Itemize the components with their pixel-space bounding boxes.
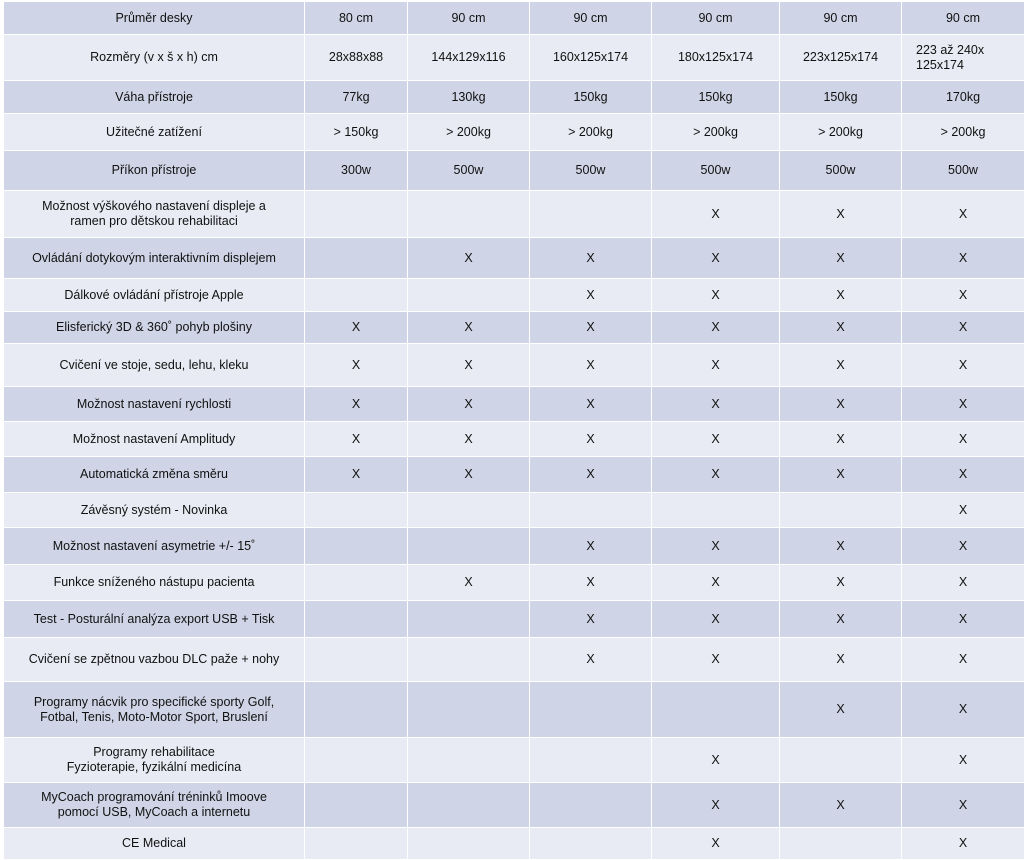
row-label: Programy rehabilitace Fyzioterapie, fyzikální medicína xyxy=(4,738,305,783)
table-cell: 130kg xyxy=(408,81,530,114)
table-cell xyxy=(305,783,408,828)
table-cell xyxy=(408,528,530,565)
table-cell xyxy=(780,493,902,528)
table-cell: > 200kg xyxy=(902,114,1024,151)
table-row xyxy=(4,493,1024,528)
table-row xyxy=(4,638,1024,682)
table-cell xyxy=(408,783,530,828)
row-label: Dálkové ovládání přístroje Apple xyxy=(4,279,305,312)
table-cell xyxy=(305,279,408,312)
table-cell: X xyxy=(652,601,780,638)
row-label: Automatická změna směru xyxy=(4,457,305,493)
table-cell: X xyxy=(652,191,780,238)
table-cell: X xyxy=(305,312,408,344)
table-cell: 90 cm xyxy=(408,2,530,35)
table-row xyxy=(4,457,1024,493)
table-cell: X xyxy=(652,238,780,279)
table-cell: 223 až 240x 125x174 xyxy=(902,35,1024,81)
table-cell: 500w xyxy=(902,151,1024,191)
table-cell: X xyxy=(902,638,1024,682)
table-cell xyxy=(408,738,530,783)
table-cell xyxy=(780,738,902,783)
table-cell: X xyxy=(305,422,408,457)
table-cell: X xyxy=(902,457,1024,493)
table-cell xyxy=(530,738,652,783)
table-row xyxy=(4,312,1024,344)
table-cell: 500w xyxy=(780,151,902,191)
table-cell: 223x125x174 xyxy=(780,35,902,81)
table-cell: X xyxy=(780,638,902,682)
table-cell: X xyxy=(652,387,780,422)
table-cell: X xyxy=(902,344,1024,387)
row-label: Test - Posturální analýza export USB + Tisk xyxy=(4,601,305,638)
row-label: Možnost nastavení Amplitudy xyxy=(4,422,305,457)
table-cell: X xyxy=(530,638,652,682)
table-cell: X xyxy=(780,387,902,422)
row-label: Možnost nastavení rychlosti xyxy=(4,387,305,422)
row-label: Možnost výškového nastavení displeje a ramen pro dětskou rehabilitaci xyxy=(4,191,305,238)
table-cell: X xyxy=(902,422,1024,457)
table-cell: X xyxy=(305,344,408,387)
table-cell: > 200kg xyxy=(652,114,780,151)
table-cell: 144x129x116 xyxy=(408,35,530,81)
table-cell xyxy=(305,191,408,238)
table-cell xyxy=(530,493,652,528)
table-cell: X xyxy=(902,312,1024,344)
table-cell: X xyxy=(780,457,902,493)
table-cell xyxy=(305,682,408,738)
table-cell: X xyxy=(652,638,780,682)
table-cell xyxy=(408,279,530,312)
row-label: MyCoach programování tréninků Imoove pomocí USB, MyCoach a internetu xyxy=(4,783,305,828)
row-label: Průměr desky xyxy=(4,2,305,35)
table-cell xyxy=(408,828,530,860)
table-row xyxy=(4,81,1024,114)
table-cell: X xyxy=(530,457,652,493)
table-cell: X xyxy=(530,601,652,638)
row-label: Váha přístroje xyxy=(4,81,305,114)
table-cell: X xyxy=(652,738,780,783)
table-cell: 160x125x174 xyxy=(530,35,652,81)
table-row xyxy=(4,601,1024,638)
table-cell: X xyxy=(902,783,1024,828)
table-row xyxy=(4,387,1024,422)
table-cell: X xyxy=(902,601,1024,638)
table-cell: X xyxy=(408,422,530,457)
table-cell xyxy=(530,191,652,238)
table-cell xyxy=(408,682,530,738)
table-cell xyxy=(530,783,652,828)
table-cell: X xyxy=(530,344,652,387)
table-cell: X xyxy=(902,528,1024,565)
table-cell: X xyxy=(652,457,780,493)
table-row xyxy=(4,151,1024,191)
table-cell: X xyxy=(652,422,780,457)
table-cell: 150kg xyxy=(652,81,780,114)
table-cell: 77kg xyxy=(305,81,408,114)
table-cell: X xyxy=(652,528,780,565)
table-cell: 170kg xyxy=(902,81,1024,114)
table-cell: X xyxy=(408,312,530,344)
table-cell: X xyxy=(780,682,902,738)
table-cell xyxy=(305,238,408,279)
table-cell xyxy=(408,638,530,682)
table-cell: X xyxy=(902,238,1024,279)
table-row xyxy=(4,238,1024,279)
table-cell: X xyxy=(530,565,652,601)
table-cell: X xyxy=(408,344,530,387)
table-cell xyxy=(305,528,408,565)
row-label: Funkce sníženého nástupu pacienta xyxy=(4,565,305,601)
table-cell: X xyxy=(652,783,780,828)
table-cell xyxy=(652,493,780,528)
table-row xyxy=(4,2,1024,35)
table-cell: X xyxy=(780,238,902,279)
table-cell: X xyxy=(780,565,902,601)
table-cell: X xyxy=(652,828,780,860)
table-cell: X xyxy=(305,457,408,493)
row-label: Příkon přístroje xyxy=(4,151,305,191)
table-row xyxy=(4,738,1024,783)
table-cell: X xyxy=(780,783,902,828)
table-cell: X xyxy=(652,344,780,387)
comparison-table xyxy=(3,1,1024,860)
table-cell xyxy=(305,601,408,638)
table-cell: X xyxy=(530,528,652,565)
table-cell: X xyxy=(530,312,652,344)
table-cell: 150kg xyxy=(780,81,902,114)
table-cell: 28x88x88 xyxy=(305,35,408,81)
table-cell: 500w xyxy=(530,151,652,191)
table-cell: X xyxy=(902,387,1024,422)
row-label: Cvičení se zpětnou vazbou DLC paže + nohy xyxy=(4,638,305,682)
table-row xyxy=(4,682,1024,738)
table-cell xyxy=(530,682,652,738)
table-cell: X xyxy=(780,601,902,638)
table-cell xyxy=(780,828,902,860)
table-row xyxy=(4,565,1024,601)
table-cell: X xyxy=(530,238,652,279)
table-cell: 500w xyxy=(408,151,530,191)
table-cell: > 200kg xyxy=(408,114,530,151)
table-cell: 180x125x174 xyxy=(652,35,780,81)
table-cell xyxy=(305,738,408,783)
table-cell: X xyxy=(652,565,780,601)
row-label: Závěsný systém - Novinka xyxy=(4,493,305,528)
table-row xyxy=(4,114,1024,151)
table-row xyxy=(4,783,1024,828)
table-cell: X xyxy=(780,279,902,312)
table-cell: X xyxy=(652,312,780,344)
table-cell: X xyxy=(530,279,652,312)
table-cell: X xyxy=(408,387,530,422)
table-cell xyxy=(305,565,408,601)
table-cell: X xyxy=(408,565,530,601)
table-cell: X xyxy=(530,387,652,422)
table-cell: X xyxy=(902,828,1024,860)
row-label: Užitečné zatížení xyxy=(4,114,305,151)
table-row xyxy=(4,828,1024,860)
table-cell: > 150kg xyxy=(305,114,408,151)
table-cell: > 200kg xyxy=(780,114,902,151)
table-row xyxy=(4,422,1024,457)
table-cell: X xyxy=(902,738,1024,783)
table-cell: X xyxy=(902,565,1024,601)
table-cell xyxy=(408,601,530,638)
table-cell: X xyxy=(902,191,1024,238)
table-cell: X xyxy=(780,191,902,238)
row-label: Rozměry (v x š x h) cm xyxy=(4,35,305,81)
table-cell: 500w xyxy=(652,151,780,191)
row-label: CE Medical xyxy=(4,828,305,860)
table-cell: X xyxy=(902,682,1024,738)
table-cell: X xyxy=(780,422,902,457)
row-label: Programy nácvik pro specifické sporty Golf, Fotbal, Tenis, Moto-Motor Sport, Bruslení xyxy=(4,682,305,738)
table-cell: X xyxy=(902,279,1024,312)
table-cell xyxy=(305,493,408,528)
row-label: Cvičení ve stoje, sedu, lehu, kleku xyxy=(4,344,305,387)
table-cell: X xyxy=(408,457,530,493)
table-cell: X xyxy=(780,528,902,565)
table-cell: 150kg xyxy=(530,81,652,114)
table-cell: 300w xyxy=(305,151,408,191)
table-row xyxy=(4,279,1024,312)
table-row xyxy=(4,191,1024,238)
table-cell: X xyxy=(305,387,408,422)
table-row xyxy=(4,35,1024,81)
row-label: Možnost nastavení asymetrie +/- 15˚ xyxy=(4,528,305,565)
row-label: Ovládání dotykovým interaktivním displejem xyxy=(4,238,305,279)
table-cell: 90 cm xyxy=(780,2,902,35)
table-cell xyxy=(408,191,530,238)
table-cell: X xyxy=(652,279,780,312)
table-cell: X xyxy=(780,312,902,344)
table-cell: 90 cm xyxy=(902,2,1024,35)
table-row xyxy=(4,344,1024,387)
row-label: Elisferický 3D & 360˚ pohyb plošiny xyxy=(4,312,305,344)
table-cell: X xyxy=(408,238,530,279)
table-cell: > 200kg xyxy=(530,114,652,151)
table-cell xyxy=(305,828,408,860)
table-cell: 90 cm xyxy=(530,2,652,35)
table-cell: X xyxy=(902,493,1024,528)
table-cell xyxy=(305,638,408,682)
table-cell xyxy=(530,828,652,860)
table-row xyxy=(4,528,1024,565)
table-cell xyxy=(652,682,780,738)
table-cell: X xyxy=(780,344,902,387)
table-cell: 90 cm xyxy=(652,2,780,35)
table-cell: 80 cm xyxy=(305,2,408,35)
table-cell xyxy=(408,493,530,528)
table-cell: X xyxy=(530,422,652,457)
